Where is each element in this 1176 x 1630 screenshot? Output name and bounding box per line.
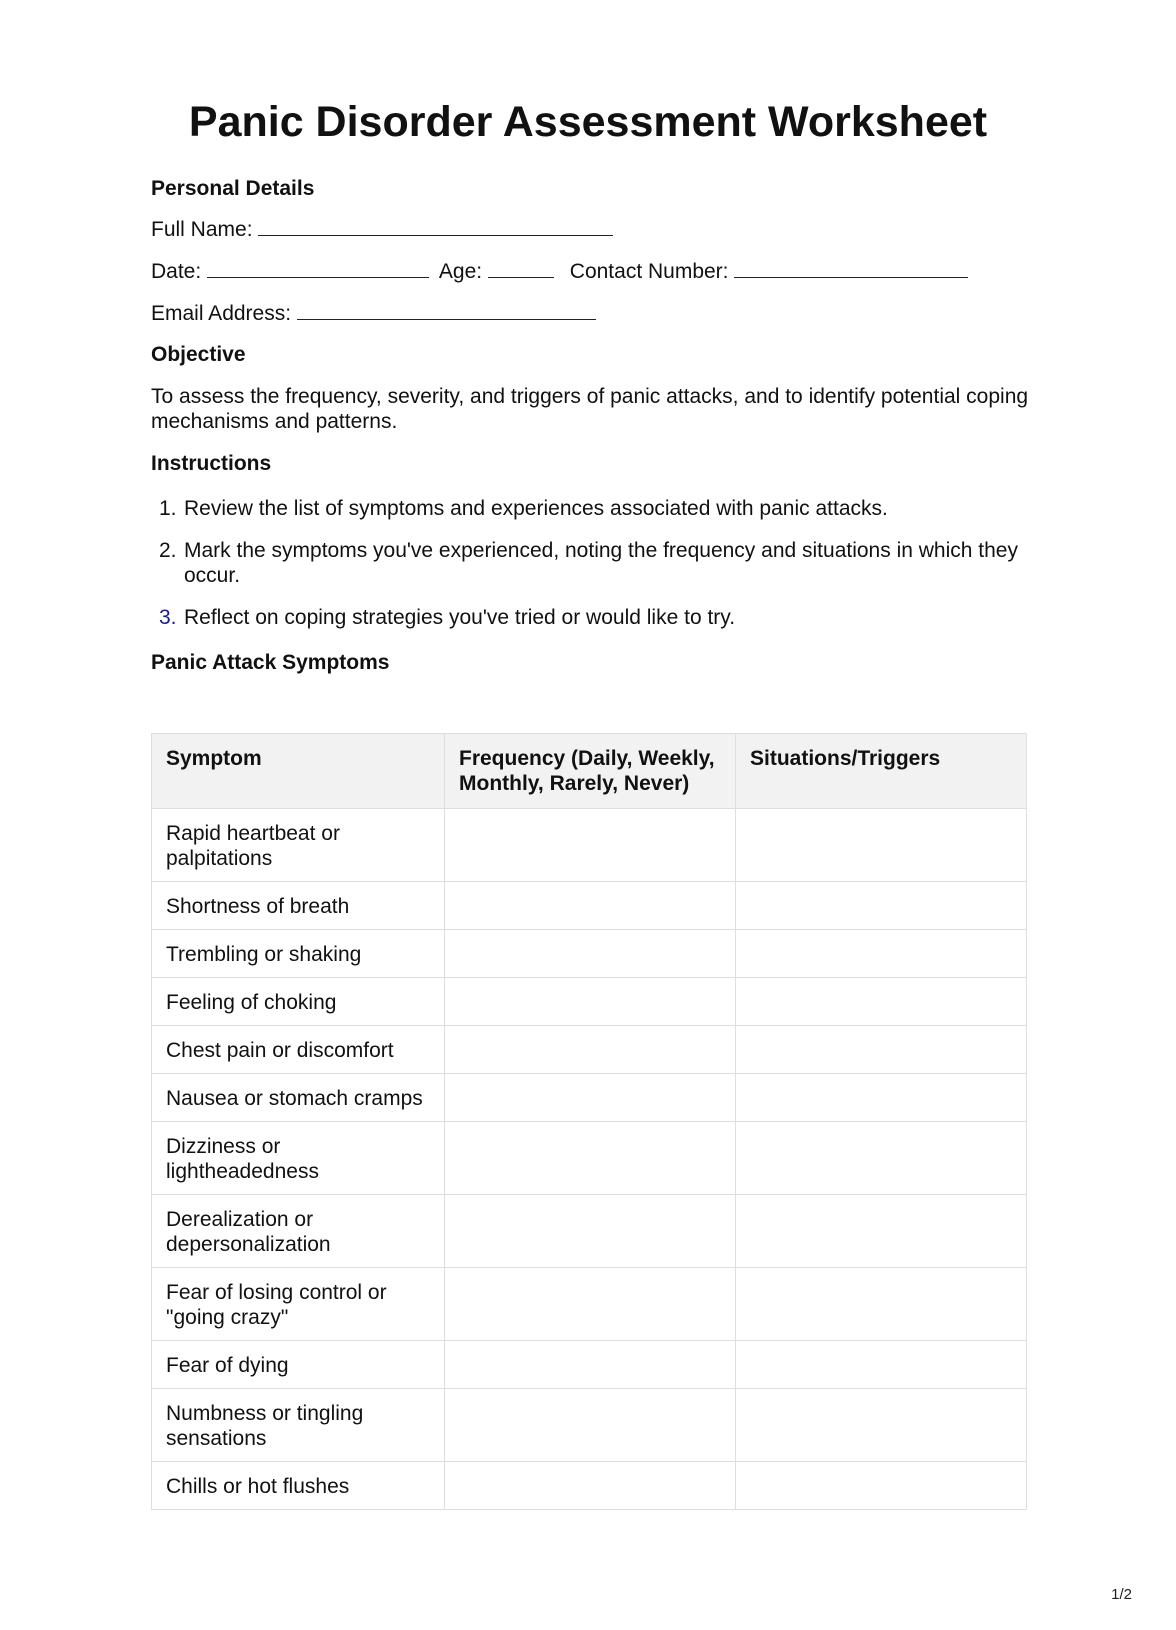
symptom-cell: Fear of dying xyxy=(152,1341,445,1389)
column-header-triggers: Situations/Triggers xyxy=(736,734,1027,809)
table-row xyxy=(152,1268,1027,1341)
objective-heading: Objective xyxy=(151,343,246,366)
triggers-cell[interactable] xyxy=(736,809,1027,882)
frequency-cell[interactable] xyxy=(445,1389,736,1462)
table-row xyxy=(152,882,1027,930)
column-header-frequency: Frequency (Daily, Weekly, Monthly, Rarely, Never) xyxy=(445,734,736,809)
symptom-cell: Feeling of choking xyxy=(152,978,445,1026)
age-label: Age: xyxy=(438,260,483,283)
instruction-text: Review the list of symptoms and experiences associated with panic attacks. xyxy=(184,497,888,520)
table-row xyxy=(152,978,1027,1026)
triggers-cell[interactable] xyxy=(736,1074,1027,1122)
email-row xyxy=(151,301,1031,327)
instruction-text: Reflect on coping strategies you've tried or would like to try. xyxy=(184,606,736,629)
triggers-cell[interactable] xyxy=(736,882,1027,930)
triggers-cell[interactable] xyxy=(736,1195,1027,1268)
full-name-field[interactable] xyxy=(258,217,613,236)
symptoms-heading: Panic Attack Symptoms xyxy=(151,651,390,674)
frequency-cell[interactable] xyxy=(445,809,736,882)
page-title: Panic Disorder Assessment Worksheet xyxy=(188,98,988,146)
full-name-label: Full Name: xyxy=(151,218,253,241)
symptoms-table xyxy=(151,733,1027,1510)
symptom-cell: Trembling or shaking xyxy=(152,930,445,978)
symptom-cell: Derealization or depersonalization xyxy=(152,1195,445,1268)
date-label: Date: xyxy=(151,260,202,283)
triggers-cell[interactable] xyxy=(736,1389,1027,1462)
table-header-row xyxy=(152,734,1027,809)
triggers-cell[interactable] xyxy=(736,1026,1027,1074)
table-row xyxy=(152,1195,1027,1268)
symptom-cell: Chest pain or discomfort xyxy=(152,1026,445,1074)
table-row xyxy=(152,1074,1027,1122)
instruction-number: 3. xyxy=(159,606,177,629)
symptom-cell: Shortness of breath xyxy=(152,882,445,930)
frequency-cell[interactable] xyxy=(445,1268,736,1341)
triggers-cell[interactable] xyxy=(736,1122,1027,1195)
page-number: 1/2 xyxy=(1111,1586,1132,1603)
instruction-number: 1. xyxy=(159,497,177,520)
frequency-cell[interactable] xyxy=(445,1122,736,1195)
triggers-cell[interactable] xyxy=(736,1268,1027,1341)
date-field[interactable] xyxy=(207,259,429,278)
symptom-cell: Numbness or tingling sensations xyxy=(152,1389,445,1462)
instruction-text: Mark the symptoms you've experienced, noting the frequency and situations in which they occur. xyxy=(184,539,1018,587)
table-row xyxy=(152,1389,1027,1462)
instruction-item xyxy=(151,496,1031,521)
date-age-contact-row xyxy=(151,259,1031,285)
table-row xyxy=(152,930,1027,978)
email-field[interactable] xyxy=(297,301,596,320)
personal-details-heading: Personal Details xyxy=(151,177,315,200)
symptom-cell: Chills or hot flushes xyxy=(152,1462,445,1510)
triggers-cell[interactable] xyxy=(736,1341,1027,1389)
instruction-number: 2. xyxy=(159,539,177,562)
table-row xyxy=(152,1122,1027,1195)
full-name-row xyxy=(151,217,1031,243)
frequency-cell[interactable] xyxy=(445,978,736,1026)
symptom-cell: Dizziness or lightheadedness xyxy=(152,1122,445,1195)
instructions-list xyxy=(151,496,1031,630)
triggers-cell[interactable] xyxy=(736,978,1027,1026)
table-row xyxy=(152,1462,1027,1510)
table-row xyxy=(152,1026,1027,1074)
email-label: Email Address: xyxy=(151,302,292,325)
frequency-cell[interactable] xyxy=(445,1074,736,1122)
instruction-item xyxy=(151,605,1031,630)
instructions-heading: Instructions xyxy=(151,452,272,475)
triggers-cell[interactable] xyxy=(736,930,1027,978)
symptom-cell: Nausea or stomach cramps xyxy=(152,1074,445,1122)
frequency-cell[interactable] xyxy=(445,1462,736,1510)
column-header-symptom: Symptom xyxy=(152,734,445,809)
frequency-cell[interactable] xyxy=(445,1026,736,1074)
symptom-cell: Fear of losing control or "going crazy" xyxy=(152,1268,445,1341)
frequency-cell[interactable] xyxy=(445,882,736,930)
triggers-cell[interactable] xyxy=(736,1462,1027,1510)
table-row xyxy=(152,1341,1027,1389)
instruction-item xyxy=(151,538,1031,588)
frequency-cell[interactable] xyxy=(445,1195,736,1268)
objective-text: To assess the frequency, severity, and triggers of panic attacks, and to identify potential coping mechanisms and patterns. xyxy=(151,385,1029,433)
frequency-cell[interactable] xyxy=(445,1341,736,1389)
contact-number-label: Contact Number: xyxy=(569,260,729,283)
frequency-cell[interactable] xyxy=(445,930,736,978)
symptom-cell: Rapid heartbeat or palpitations xyxy=(152,809,445,882)
table-row xyxy=(152,809,1027,882)
worksheet-body xyxy=(151,176,1031,676)
contact-number-field[interactable] xyxy=(734,259,968,278)
age-field[interactable] xyxy=(488,259,554,278)
